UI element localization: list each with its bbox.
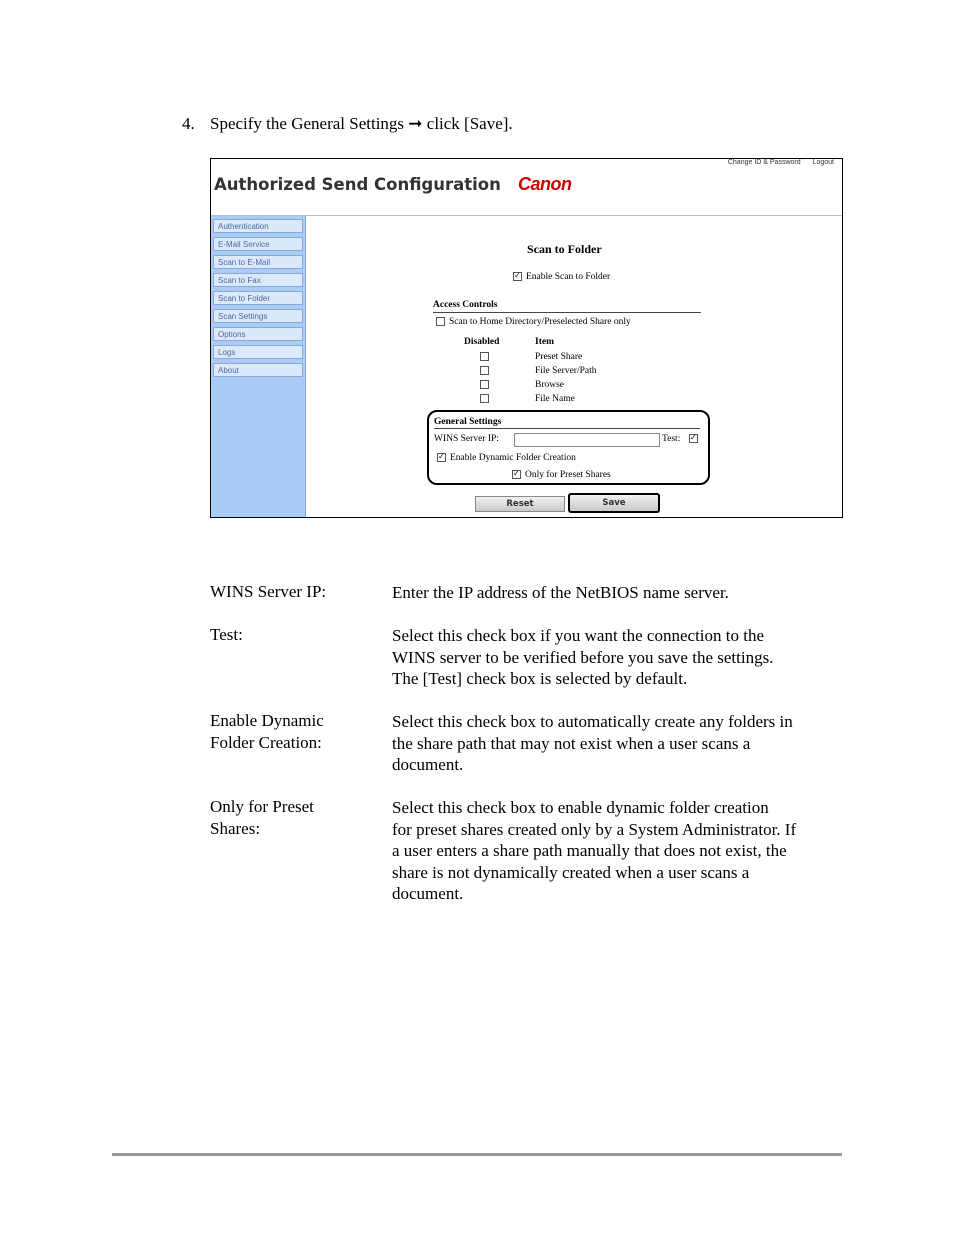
col-disabled-header: Disabled	[464, 337, 500, 347]
desc-only-preset-shares	[392, 797, 847, 905]
wins-label: WINS Server IP:	[434, 434, 499, 444]
dynamic-folder-row	[437, 453, 576, 463]
preset-only-label: Only for Preset Shares	[525, 470, 611, 480]
preset-only-row	[512, 470, 611, 480]
dynamic-folder-label: Enable Dynamic Folder Creation	[450, 453, 576, 463]
sidebar-item-scan-to-fax[interactable]: Scan to Fax	[213, 273, 303, 287]
sidebar-item-options[interactable]: Options	[213, 327, 303, 341]
reset-button[interactable]: Reset	[475, 496, 565, 512]
desc-line: WINS server to be verified before you save the settings.	[392, 647, 774, 667]
header-links	[718, 159, 834, 166]
browse-checkbox[interactable]	[480, 380, 489, 389]
term-test	[210, 624, 243, 646]
sidebar-item-scan-settings[interactable]: Scan Settings	[213, 309, 303, 323]
screenshot-figure	[210, 158, 843, 518]
enable-scan-to-folder-label: Enable Scan to Folder	[526, 272, 611, 282]
sidebar-item-logs[interactable]: Logs	[213, 345, 303, 359]
sidebar-item-authentication[interactable]: Authentication	[213, 219, 303, 233]
file-name-label: File Name	[535, 394, 575, 404]
desc-test	[392, 625, 847, 690]
desc-line: the share path that may not exist when a user scans a	[392, 733, 751, 753]
test-label: Test:	[662, 434, 681, 444]
preset-share-label: Preset Share	[535, 352, 583, 362]
term-line: Shares:	[210, 819, 261, 838]
desc-line: document.	[392, 755, 464, 774]
access-controls-divider	[433, 312, 701, 313]
app-title: Authorized Send Configuration	[214, 175, 501, 194]
step-text: Specify the General Settings ➞ click [Save].	[210, 114, 513, 133]
sidebar-item-scan-to-folder[interactable]: Scan to Folder	[213, 291, 303, 305]
wins-server-ip-input[interactable]	[514, 433, 660, 447]
sidebar-item-email-service[interactable]: E-Mail Service	[213, 237, 303, 251]
desc-line: Select this check box to automatically create any folders in	[392, 712, 793, 731]
section-title: Scan to Folder	[527, 242, 602, 256]
app-header	[211, 159, 842, 216]
desc-line: share is not dynamically created when a user scans a	[392, 862, 750, 882]
footer-divider	[112, 1153, 842, 1156]
home-dir-label: Scan to Home Directory/Preselected Share only	[449, 317, 631, 327]
desc-line: for preset shares created only by a System Administrator. If	[392, 819, 797, 839]
term-line: Test:	[210, 625, 243, 644]
enable-scan-to-folder-row	[513, 272, 610, 282]
file-server-path-label: File Server/Path	[535, 366, 597, 376]
step-instruction	[182, 114, 513, 134]
file-server-path-checkbox[interactable]	[480, 366, 489, 375]
general-settings-divider	[434, 428, 700, 429]
col-item-header: Item	[535, 337, 554, 347]
main-content	[306, 216, 842, 517]
desc-line: Enter the IP address of the NetBIOS name server.	[392, 583, 729, 602]
canon-logo: Canon	[518, 174, 572, 194]
term-wins-server-ip	[210, 581, 326, 603]
sidebar	[211, 216, 306, 517]
test-checkbox[interactable]	[689, 434, 698, 443]
preset-share-checkbox[interactable]	[480, 352, 489, 361]
term-line: Only for Preset	[210, 797, 314, 816]
save-button[interactable]: Save	[568, 493, 660, 513]
desc-line: a user enters a share path manually that does not exist, the	[392, 841, 787, 860]
sidebar-item-scan-to-email[interactable]: Scan to E-Mail	[213, 255, 303, 269]
browse-label: Browse	[535, 380, 565, 390]
general-settings-heading: General Settings	[434, 417, 502, 427]
home-dir-checkbox[interactable]	[436, 317, 445, 326]
desc-wins-server-ip	[392, 582, 847, 604]
term-line: WINS Server IP:	[210, 582, 327, 601]
term-line: Folder Creation:	[210, 733, 322, 752]
step-number: 4.	[182, 114, 195, 133]
desc-line: document.	[392, 884, 464, 903]
term-only-preset-shares	[210, 796, 314, 840]
desc-line: Select this check box if you want the connection to the	[392, 626, 765, 645]
desc-enable-dynamic-folder	[392, 711, 847, 776]
change-id-password-link[interactable]: Change ID & Password	[727, 159, 801, 166]
enable-scan-to-folder-checkbox[interactable]	[513, 272, 522, 281]
desc-line: Select this check box to enable dynamic folder creation	[392, 798, 769, 817]
sidebar-item-about[interactable]: About	[213, 363, 303, 377]
access-controls-heading: Access Controls	[433, 300, 498, 310]
dynamic-folder-checkbox[interactable]	[437, 453, 446, 462]
desc-line: The [Test] check box is selected by default.	[392, 669, 688, 688]
logout-link[interactable]: Logout	[812, 159, 834, 166]
preset-only-checkbox[interactable]	[512, 470, 521, 479]
term-enable-dynamic-folder	[210, 710, 324, 754]
home-dir-row	[436, 317, 631, 327]
file-name-checkbox[interactable]	[480, 394, 489, 403]
term-line: Enable Dynamic	[210, 711, 324, 730]
